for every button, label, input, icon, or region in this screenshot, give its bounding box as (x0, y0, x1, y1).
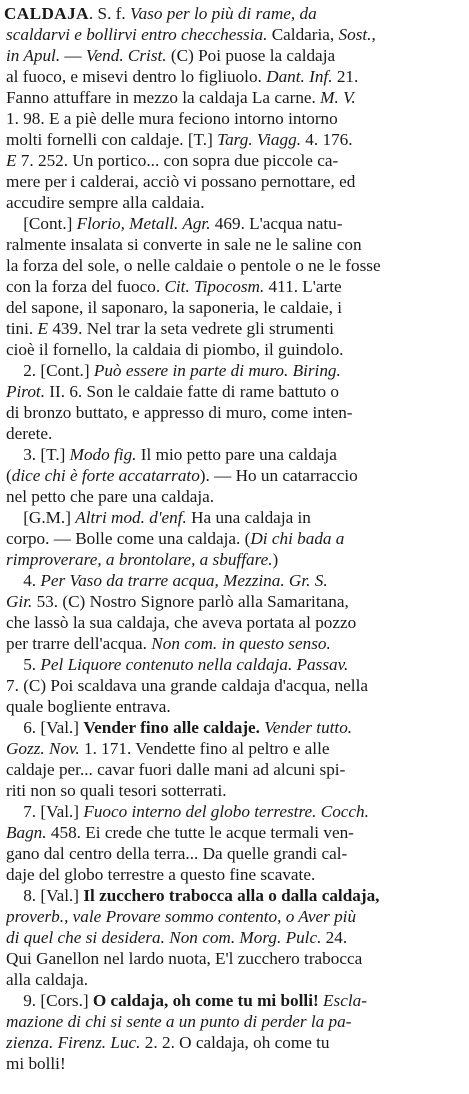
text-segment: zienza. Firenz. Luc. (6, 1033, 141, 1052)
text-segment: gano dal centro della terra... Da quelle grandi cal- (6, 844, 348, 863)
text-segment: per trarre dell'acqua. (6, 634, 152, 653)
text-segment: caldaje per... cavar fuori dalle mani ad alcuni spi- (6, 760, 346, 779)
text-segment: scaldarvi e bollirvi entro checchessia. (6, 25, 268, 44)
text-segment: rimproverare, a brontolare, a sbuffare. (6, 550, 273, 569)
text-segment: daje del globo terrestre a questo fine scavate. (6, 865, 316, 884)
text-segment: Florio, Metall. Agr. (76, 214, 211, 233)
text-segment: mi bolli! (6, 1054, 66, 1073)
text-segment: Cit. Tipocosm. (164, 277, 265, 296)
text-segment: O caldaja, oh come tu mi bolli! (92, 991, 319, 1010)
text-segment: Vender tutto. (264, 718, 353, 737)
text-segment: ). — Ho un catarraccio (199, 466, 358, 485)
text-segment: 9. [Cors.] (6, 991, 93, 1010)
text-segment: ralmente insalata si converte in sale ne le saline con (6, 235, 362, 254)
text-segment: Altri mod. d'enf. (75, 508, 187, 527)
text-segment: Pel Liquore contenuto nella caldaja. Passav. (40, 655, 349, 674)
text-segment: Targ. Viagg. (217, 130, 301, 149)
headword: CALDAJA (4, 4, 89, 23)
text-segment: del sapone, il saponaro, la saponeria, le caldaie, i (6, 298, 342, 317)
text-segment: Bagn. (6, 823, 47, 842)
text-segment: 24. (321, 928, 348, 947)
text-segment: 2. 2. O caldaja, oh come tu (140, 1033, 330, 1052)
text-segment: che lassò la sua caldaja, che aveva portata al pozzo (6, 613, 357, 632)
text-segment: Pirot. (6, 382, 45, 401)
text-segment: Il zucchero trabocca alla o dalla caldaja, (83, 886, 380, 905)
text-segment: 1. 171. Vendette fino al peltro e alle (79, 739, 330, 758)
text-segment: Gozz. Nov. (6, 739, 80, 758)
text-segment: Gir. (6, 592, 33, 611)
text-segment: la forza del sole, o nelle caldaie o pentole o ne le fosse (6, 256, 381, 275)
text-segment: E (6, 151, 17, 170)
text-segment: Può essere in parte di muro. Biring. (93, 361, 341, 380)
text-segment: M. V. (320, 88, 356, 107)
text-segment: mazione di chi si sente a un punto di perder la pa- (6, 1012, 352, 1031)
text-segment: 6. [Val.] (6, 718, 84, 737)
text-segment: 7. [Val.] (6, 802, 84, 821)
text-segment: 7. (C) Poi scaldava una grande caldaja d'acqua, nella (6, 676, 368, 695)
text-segment: (C) Poi puose la caldaja (166, 46, 336, 65)
text-segment: con la forza del fuoco. (6, 277, 165, 296)
text-segment: molti fornelli con caldaje. [T.] (6, 130, 218, 149)
text-segment: Caldaria, (267, 25, 339, 44)
text-segment: tini. (6, 319, 38, 338)
text-segment: derete. (6, 424, 53, 443)
text-segment: accudire sempre alla caldaia. (6, 193, 205, 212)
text-segment: Vaso per lo più di rame, da (130, 4, 317, 23)
text-segment: 8. [Val.] (6, 886, 84, 905)
text-segment: 3. [T.] (6, 445, 70, 464)
text-segment: 469. L'acqua natu- (210, 214, 343, 233)
text-segment: dice chi è forte accatarrato (11, 466, 200, 485)
text-segment: proverb., vale Provare sommo contento, o Aver più (6, 907, 357, 926)
text-segment: 53. (C) Nostro Signore parlò alla Samaritana, (32, 592, 349, 611)
text-segment: Escla- (323, 991, 367, 1010)
text-segment: nel petto che pare una caldaja. (6, 487, 215, 506)
text-segment: corpo. — Bolle come una caldaja. ( (6, 529, 251, 548)
text-segment: quale bogliente entrava. (6, 697, 171, 716)
text-segment: E (37, 319, 49, 338)
text-segment: . S. f. (88, 4, 130, 23)
text-segment: ( (6, 466, 12, 485)
text-segment: 7. 252. Un portico... con sopra due piccole ca- (16, 151, 339, 170)
text-segment: — (60, 46, 86, 65)
text-segment: Il mio petto pare una caldaja (136, 445, 337, 464)
text-segment: Dant. Inf. (266, 67, 333, 86)
text-segment: 439. Nel trar la seta vedrete gli strumenti (48, 319, 334, 338)
text-segment: 411. L'arte (264, 277, 342, 296)
text-segment: Vend. Crist. (85, 46, 167, 65)
text-segment: riti non so quali tesori sotterrati. (6, 781, 227, 800)
text-segment: 4. (6, 571, 41, 590)
text-segment: di quel che si desidera. Non com. Morg. Pulc. (6, 928, 322, 947)
text-segment: cioè il fornello, la caldaia di piombo, il guindolo. (6, 340, 344, 359)
text-segment: in Apul. (6, 46, 61, 65)
text-segment: alla caldaja. (6, 970, 89, 989)
text-segment: Ha una caldaja in (186, 508, 311, 527)
text-segment: Per Vaso da trarre acqua, Mezzina. Gr. S. (40, 571, 328, 590)
text-segment: [Cont.] (6, 214, 77, 233)
text-segment: Qui Ganellon nel lardo nuota, E'l zucchero trabocca (6, 949, 363, 968)
text-segment: ) (272, 550, 279, 569)
text-segment: 5. (6, 655, 41, 674)
text-segment: Modo fig. (69, 445, 137, 464)
text-segment: Fuoco interno del globo terrestre. Cocch. (83, 802, 369, 821)
text-segment: [G.M.] (6, 508, 76, 527)
text-segment: 2. [Cont.] (6, 361, 94, 380)
text-segment: Non com. in questo senso. (151, 634, 331, 653)
text-segment: 1. 98. E a piè delle mura feciono intorno intorno (6, 109, 338, 128)
text-segment: 458. Ei crede che tutte le acque termali ven- (46, 823, 354, 842)
text-segment: mere per i calderai, acciò vi possano pernottare, ed (6, 172, 356, 191)
text-segment: 4. 176. (301, 130, 353, 149)
text-segment: Sost., (338, 25, 376, 44)
text-segment: 21. (332, 67, 359, 86)
text-segment: Vender fino alle caldaje. (83, 718, 260, 737)
text-segment: Di chi bada a (250, 529, 345, 548)
text-line (6, 1052, 463, 1076)
text-segment: Fanno attuffare in mezzo la caldaja La carne. (6, 88, 321, 107)
text-segment: di bronzo buttato, e appresso di muro, come inten- (6, 403, 353, 422)
text-segment: al fuoco, e misevi dentro lo figliuolo. (6, 67, 267, 86)
text-segment: II. 6. Son le caldaie fatte di rame battuto o (45, 382, 339, 401)
